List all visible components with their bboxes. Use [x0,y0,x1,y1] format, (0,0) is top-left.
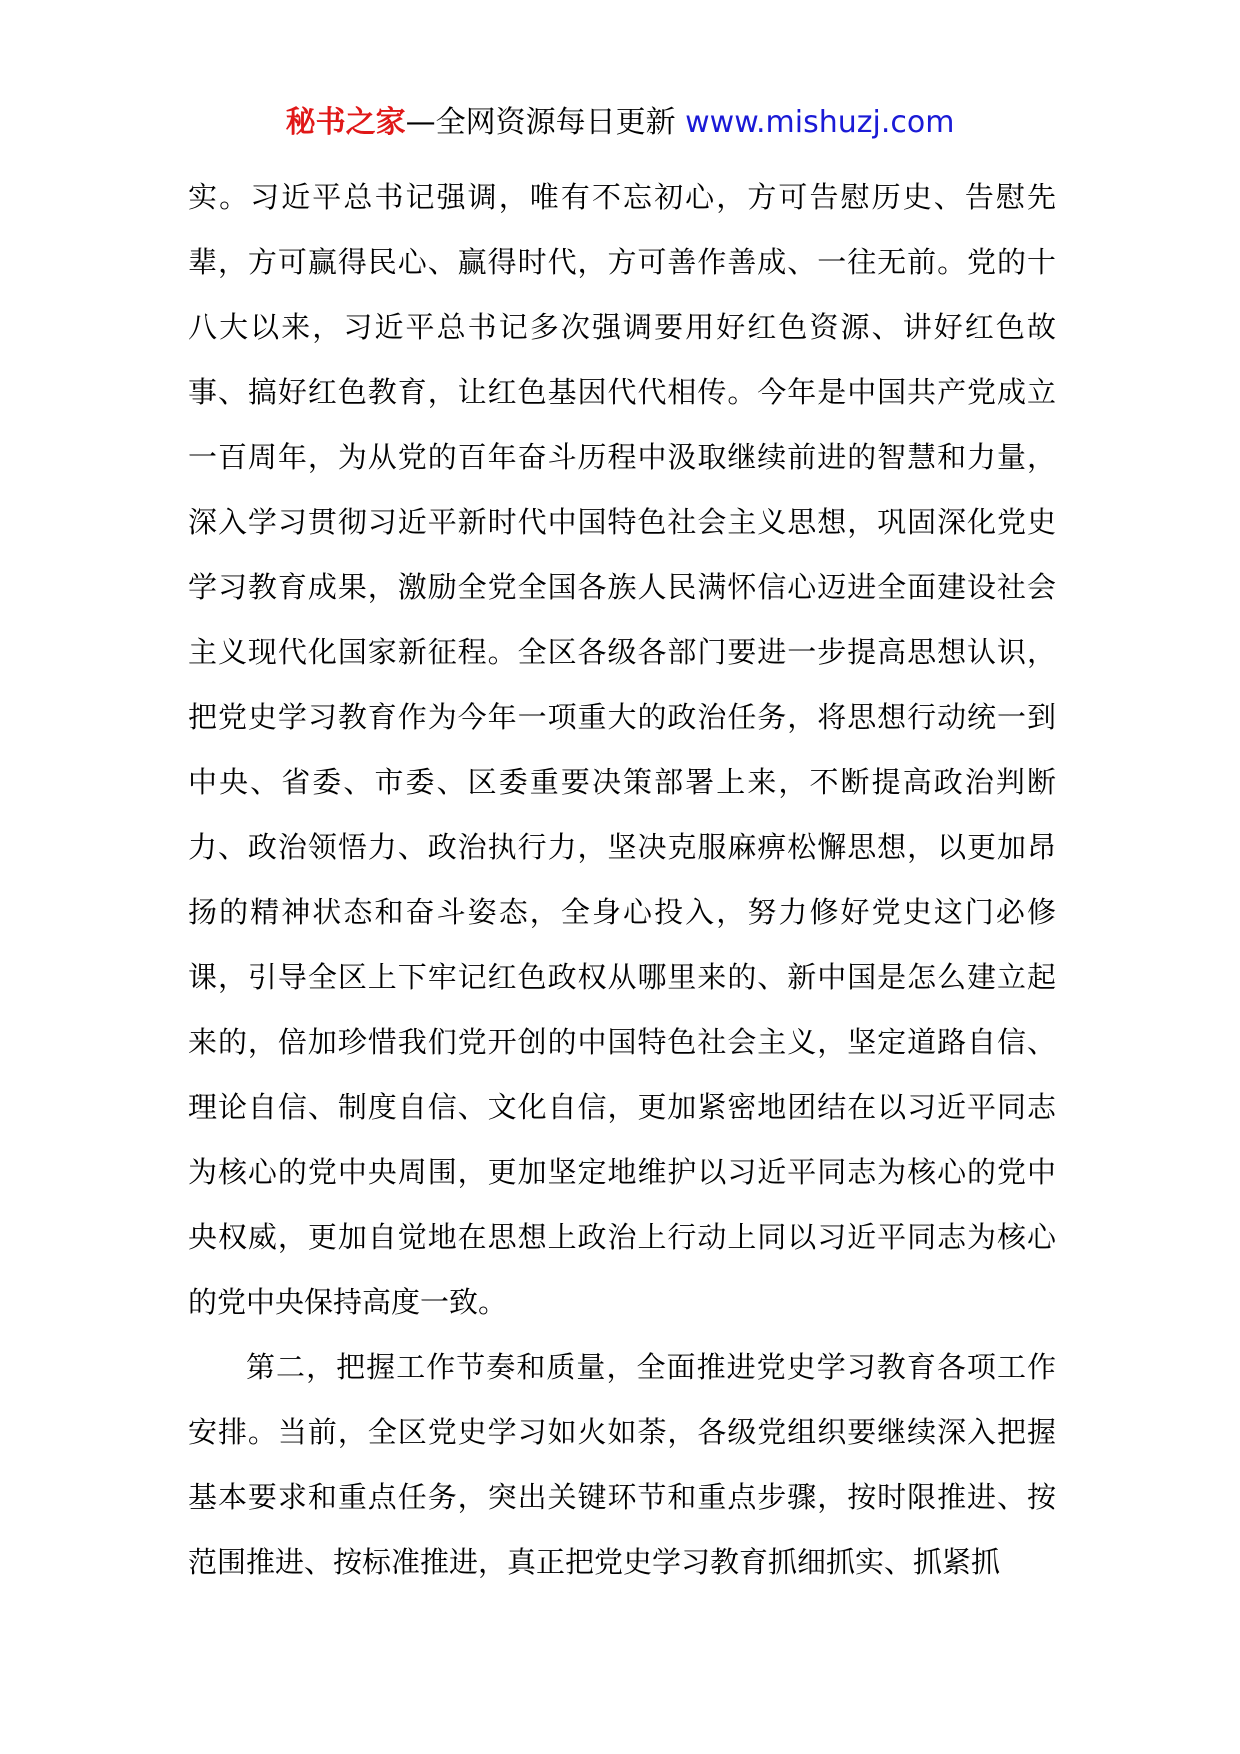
page-header [0,100,1240,146]
header-tagline: —全网资源每日更新 [405,105,686,140]
document-body [188,165,1056,1595]
brand-name: 秘书之家 [285,105,406,140]
paragraph-second-point: 第二，把握工作节奏和质量，全面推进党史学习教育各项工作安排。当前，全区党史学习如火如荼，各级党组织要继续深入把握基本要求和重点任务，突出关键环节和重点步骤，按时限推进、按范围推进、按标准推进，真正把党史学习教育抓细抓实、抓紧抓 [188,1350,1056,1579]
site-url-link[interactable]: www.mishuzj.com [685,105,955,140]
paragraph-continued: 实。习近平总书记强调，唯有不忘初心，方可告慰历史、告慰先辈，方可赢得民心、赢得时代，方可善作善成、一往无前。党的十八大以来，习近平总书记多次强调要用好红色资源、讲好红色故事、搞好红色教育，让红色基因代代相传。今年是中国共产党成立一百周年，为从党的百年奋斗历程中汲取继续前进的智慧和力量，深入学习贯彻习近平新时代中国特色社会主义思想，巩固深化党史学习教育成果，激励全党全国各族人民满怀信心迈进全面建设社会主义现代化国家新征程。全区各级各部门要进一步提高思想认识，把党史学习教育作为今年一项重大的政治任务，将思想行动统一到中央、省委、市委、区委重要决策部署上来，不断提高政治判断力、政治领悟力、政治执行力，坚决克服麻痹松懈思想，以更加昂扬的精神状态和奋斗姿态，全身心投入，努力修好党史这门必修课，引导全区上下牢记红色政权从哪里来的、新中国是怎么建立起来的，倍加珍惜我们党开创的中国特色社会主义，坚定道路自信、理论自信、制度自信、文化自信，更加紧密地团结在以习近平同志为核心的党中央周围，更加坚定地维护以习近平同志为核心的党中央权威，更加自觉地在思想上政治上行动上同以习近平同志为核心的党中央保持高度一致。 [188,180,1056,1319]
